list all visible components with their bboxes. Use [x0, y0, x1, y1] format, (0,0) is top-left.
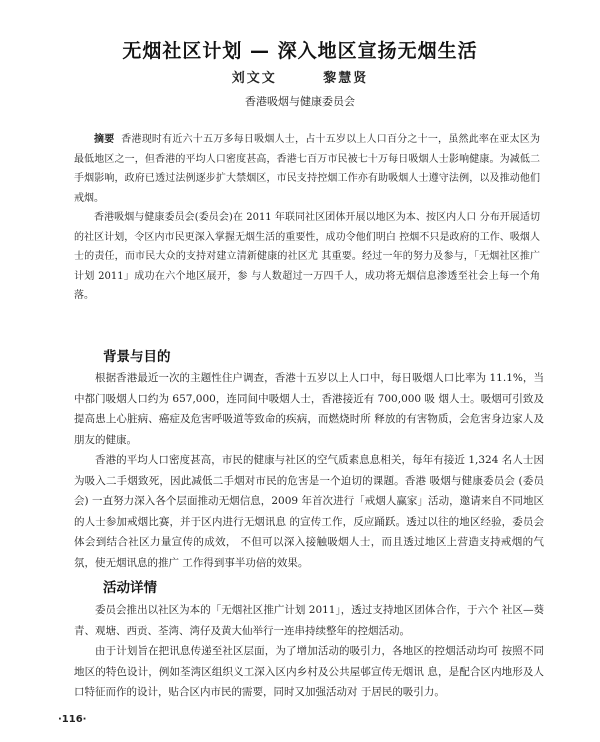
- abstract: [74, 130, 540, 306]
- affiliation: 香港吸烟与健康委员会: [245, 95, 355, 108]
- section-body-activities: [74, 600, 544, 703]
- page-number: ·116·: [58, 714, 87, 725]
- abstract-paragraph: [74, 130, 540, 208]
- body-paragraph: 根据香港最近一次的主题性住户调查，香港十五岁以上人口中，每日吸烟人口比率为 11.1%，当中都门吸烟人口约为 657,000，连同间中吸烟人士，香港接近有 700,000 吸 烟人士。吸烟可引致及提高患上心脏病、癌症及危害呼吸道等致命的疾病，而燃烧时所 释放的有害物质，会危害身边家人及朋友的健康。: [74, 372, 544, 446]
- abstract-keyword: 摘要: [94, 134, 115, 145]
- body-paragraph: 委员会推出以社区为本的「无烟社区推广计划 2011」，透过支持地区团体合作，于六个 社区—葵青、观塘、西贡、荃湾、湾仔及黄大仙举行一连串持续整年的控烟活动。: [74, 604, 544, 637]
- author-name: 刘文文: [231, 71, 277, 86]
- page-title: 无烟社区计划 — 深入地区宣扬无烟生活: [122, 40, 478, 62]
- abstract-text: 香港现时有近六十五万多每日吸烟人士，占十五岁以上人口百分之十一，虽然此率在亚太区为最低地区之一，但香港的平均人口密度甚高，香港七百万市民被七十万每日吸烟人士影响健康。为减低二手烟影响，政府已透过法例逐步扩大禁烟区，市民支持控烟工作亦有助吸烟人士遵守法例，以及推动他们戒烟。: [74, 134, 541, 204]
- body-paragraph: 由于计划旨在把讯息传递至社区层面，为了增加活动的吸引力，各地区的控烟活动均可 按照不同地区的特色设计，例如荃湾区组织义工深入区内乡村及公共屋邨宣传无烟讯 息，是配合区内地形及人口特征而作的设计，贴合区内市民的需要，同时又加强活动对 于居民的吸引力。: [74, 645, 544, 698]
- section-heading-activities: 活动详情: [103, 580, 157, 596]
- author-name: 黎慧贤: [323, 71, 369, 86]
- body-paragraph: 香港的平均人口密度甚高，市民的健康与社区的空气质素息息相关，每年有接近 1,324 名人士因为吸入二手烟致死，因此减低二手烟对市民的危害是一个迫切的课题。香港 吸烟与健康委员会 (委员会) 一直努力深入各个层面推动无烟信息，2009 年首次进行「戒烟人赢家」活动，邀请来自不同地区的人士参加戒烟比赛，并于区内进行无烟讯息 的宣传工作，反应踊跃。透过以往的地区经验，委员会体会到结合社区力量宣传的成效， 不但可以深入接触吸烟人士，而且透过地区上营造支持戒烟的气氛，使无烟讯息的推广 工作得到事半功倍的效果。: [74, 454, 544, 569]
- section-heading-background: 背景与目的: [103, 349, 171, 365]
- section-body-background: [74, 368, 544, 573]
- author-line: [0, 67, 600, 86]
- abstract-paragraph: 香港吸烟与健康委员会(委员会)在 2011 年联同社区团体开展以地区为本、按区内人口 分布开展适切的社区计划，令区内市民更深入掌握无烟生活的重要性，成功令他们明白 控烟不只是政府的工作、吸烟人士的责任，而市民大众的支持对建立清新健康的社区尤 其重要。经过一年的努力及参与，「无烟社区推广计划 2011」成功在六个地区展开，参 与人数超过一万四千人，成功将无烟信息渗透至社会上每一个角落。: [74, 212, 540, 301]
